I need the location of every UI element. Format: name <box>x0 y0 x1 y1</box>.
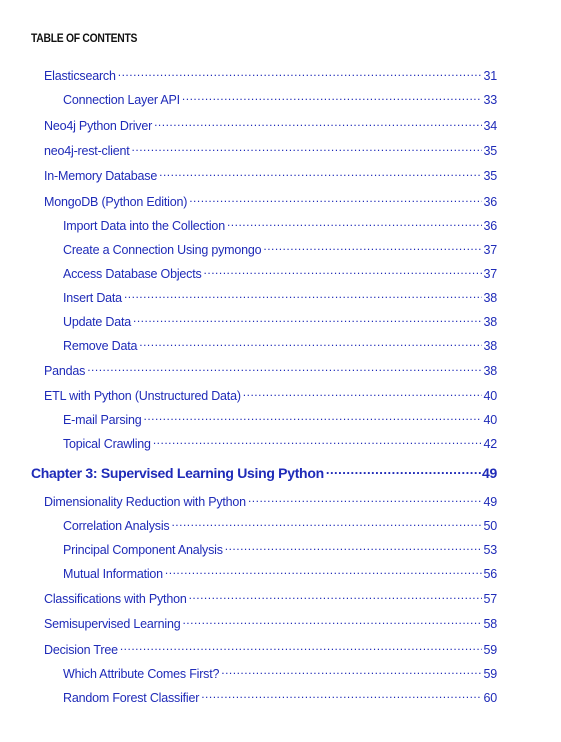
toc-entry-which-attribute-comes-first[interactable] <box>63 662 497 681</box>
toc-entry-mutual-information[interactable] <box>63 562 497 581</box>
toc-entry-label: Classifications with Python <box>44 592 187 606</box>
toc-entry-access-database-objects[interactable] <box>63 262 497 281</box>
toc-entry-update-data[interactable] <box>63 310 497 329</box>
toc-entry-label: Dimensionality Reduction with Python <box>44 495 246 509</box>
toc-entry-create-connection[interactable] <box>63 238 497 257</box>
toc-entry-page: 37 <box>483 243 497 257</box>
toc-entry-label: Correlation Analysis <box>63 519 170 533</box>
toc-entry-page: 40 <box>483 413 497 427</box>
toc-entry-pandas[interactable] <box>44 359 497 378</box>
toc-entry-page: 40 <box>483 389 497 403</box>
dot-leader <box>132 139 483 155</box>
dot-leader <box>221 662 482 678</box>
toc-entry-page: 38 <box>483 364 497 378</box>
toc-header: TABLE OF CONTENTS <box>31 33 138 45</box>
toc-entry-page: 36 <box>483 219 497 233</box>
toc-entry-page: 37 <box>483 267 497 281</box>
dot-leader <box>248 490 483 506</box>
toc-entry-import-data[interactable] <box>63 214 497 233</box>
toc-entry-dimensionality-reduction[interactable] <box>44 490 497 509</box>
toc-chapter-3[interactable] <box>31 462 497 480</box>
toc-entry-page: 49 <box>483 495 497 509</box>
toc-entry-random-forest-classifier[interactable] <box>63 686 497 705</box>
toc-entry-principal-component-analysis[interactable] <box>63 538 497 557</box>
dot-leader <box>154 114 482 130</box>
dot-leader <box>182 88 483 104</box>
toc-entry-label: Topical Crawling <box>63 437 151 451</box>
dot-leader <box>171 514 482 530</box>
dot-leader <box>159 164 482 180</box>
toc-entry-mongodb[interactable] <box>44 190 497 209</box>
toc-entry-label: In-Memory Database <box>44 169 158 183</box>
toc-entry-label: MongoDB (Python Edition) <box>44 195 188 209</box>
toc-entry-page: 57 <box>483 592 497 606</box>
toc-entry-page: 59 <box>483 643 497 657</box>
toc-entry-connection-layer-api[interactable] <box>63 88 497 107</box>
toc-entry-page: 59 <box>483 667 497 681</box>
toc-entry-label: Neo4j Python Driver <box>44 119 153 133</box>
dot-leader <box>189 190 482 206</box>
toc-entry-page: 38 <box>483 339 497 353</box>
dot-leader <box>225 538 483 554</box>
toc-entry-label: Decision Tree <box>44 643 118 657</box>
toc-entry-page: 60 <box>483 691 497 705</box>
toc-entry-label: E-mail Parsing <box>63 413 142 427</box>
toc-entry-neo4j-python-driver[interactable] <box>44 114 497 133</box>
toc-entry-remove-data[interactable] <box>63 334 497 353</box>
toc-entry-page: 33 <box>483 93 497 107</box>
dot-leader <box>165 562 483 578</box>
toc-entry-page: 53 <box>483 543 497 557</box>
toc-entry-page: 35 <box>483 144 497 158</box>
toc-entry-page: 42 <box>483 437 497 451</box>
toc-entry-in-memory-database[interactable] <box>44 164 497 183</box>
dot-leader <box>124 286 483 302</box>
toc-entry-neo4j-rest-client[interactable] <box>44 139 497 158</box>
dot-leader <box>182 612 482 628</box>
toc-entry-page: 38 <box>483 315 497 329</box>
dot-leader <box>143 408 482 424</box>
dot-leader <box>204 262 483 278</box>
dot-leader <box>201 686 482 702</box>
dot-leader <box>139 334 482 350</box>
toc-entry-etl-with-python[interactable] <box>44 384 497 403</box>
toc-entry-label: Insert Data <box>63 291 122 305</box>
dot-leader <box>153 432 483 448</box>
toc-entry-page: 34 <box>483 119 497 133</box>
dot-leader <box>118 64 483 80</box>
dot-leader <box>263 238 482 254</box>
dot-leader <box>227 214 483 230</box>
toc-entry-label: Random Forest Classifier <box>63 691 200 705</box>
toc-entry-email-parsing[interactable] <box>63 408 497 427</box>
toc-entry-correlation-analysis[interactable] <box>63 514 497 533</box>
toc-entry-insert-data[interactable] <box>63 286 497 305</box>
toc-entry-label: Connection Layer API <box>63 93 180 107</box>
toc-entry-page: 35 <box>483 169 497 183</box>
toc-entry-label: Pandas <box>44 364 86 378</box>
toc-entry-page: 58 <box>483 617 497 631</box>
toc-entry-label: Import Data into the Collection <box>63 219 225 233</box>
toc-entry-label: Principal Component Analysis <box>63 543 223 557</box>
toc-entry-label: Create a Connection Using pymongo <box>63 243 262 257</box>
dot-leader <box>120 638 483 654</box>
toc-entry-label: Elasticsearch <box>44 69 116 83</box>
toc-entry-label: Mutual Information <box>63 567 163 581</box>
toc-entry-page: 56 <box>483 567 497 581</box>
toc-entry-topical-crawling[interactable] <box>63 432 497 451</box>
toc-entry-label: Which Attribute Comes First? <box>63 667 220 681</box>
toc-entry-label: Remove Data <box>63 339 138 353</box>
toc-entry-page: 50 <box>483 519 497 533</box>
toc-entry-label: Update Data <box>63 315 131 329</box>
toc-entry-elasticsearch[interactable] <box>44 64 497 83</box>
toc-entry-classifications-with-python[interactable] <box>44 587 497 606</box>
toc-entry-label: Access Database Objects <box>63 267 202 281</box>
toc-entry-page: 49 <box>482 465 497 481</box>
dot-leader <box>133 310 483 326</box>
toc-entry-label: Semisupervised Learning <box>44 617 181 631</box>
toc-entry-page: 31 <box>483 69 497 83</box>
toc-entry-page: 36 <box>483 195 497 209</box>
toc-entry-page: 38 <box>483 291 497 305</box>
toc-entry-decision-tree[interactable] <box>44 638 497 657</box>
dot-leader <box>87 359 482 375</box>
dot-leader <box>243 384 483 400</box>
toc-entry-label: Chapter 3: Supervised Learning Using Python <box>31 465 324 481</box>
dot-leader <box>189 587 483 603</box>
toc-entry-semisupervised-learning[interactable] <box>44 612 497 631</box>
toc-entry-label: ETL with Python (Unstructured Data) <box>44 389 241 403</box>
dot-leader <box>326 462 481 478</box>
toc-entry-label: neo4j-rest-client <box>44 144 130 158</box>
